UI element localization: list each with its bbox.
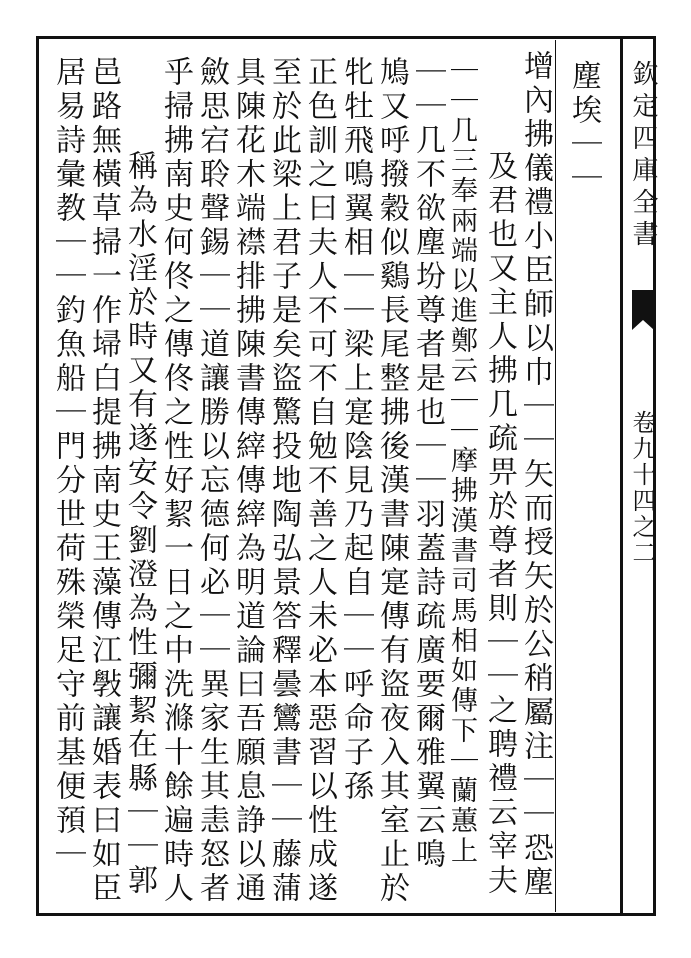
column-divider: [555, 40, 556, 912]
text-column-2: 增內拂儀禮小臣師以巾｜｜矢而授矢於公稍屬注｜｜恐塵: [518, 50, 553, 900]
text-column-9: 至於此梁上君子是矣盜驚投地陶弘景答釋曇鸞書｜｜藤蒲: [266, 56, 301, 906]
text-column-1: 塵埃｜｜: [566, 60, 601, 196]
text-column-14: 邑路無橫草掃一作埽白提拂南史王藻傳江斅讓婚表曰如臣: [86, 56, 121, 906]
text-column-8: 正色訓之曰夫人不可不自勉不善之人未必本惡習以性成遂: [302, 56, 337, 906]
margin-book-title: 欽定四庫全書: [628, 60, 658, 252]
text-column-3: 及君也又主人拂几疏畀於尊者則｜｜之聘禮云宰夫: [482, 150, 517, 898]
text-column-5: ｜｜几不欲塵坋尊者是也｜｜羽蓋詩疏廣要爾雅翼云鳴: [410, 56, 445, 872]
text-column-11: 斂思宕聆聲錫｜｜道讓勝以忘德何必｜｜異家生其恚怒者: [194, 56, 229, 906]
text-column-15: 居易詩彙教｜｜釣魚船｜門分世荷殊榮足守前基便預｜: [50, 56, 85, 872]
text-column-13: 稱為水淫於時又有遂安令劉澄為性彌絜在縣｜｜郭: [122, 150, 157, 898]
margin-volume-label: 卷九十四之二: [628, 410, 656, 566]
text-column-10: 具陳花木端襟排拂陳書傳縡傳縡為明道論曰吾願息諍以通: [230, 56, 265, 906]
fish-tail-mark-icon: [632, 290, 654, 320]
text-column-12: 乎掃拂南史何佟之傳佟之性好絜一日之中洗滌十餘遍時人: [158, 56, 193, 906]
text-column-7: 牝牡飛鳴翼相｜｜梁上寔陰見乃起自｜｜呼命子孫: [338, 56, 373, 804]
margin-divider-line: [620, 36, 623, 916]
text-column-6: 鳩又呼撥穀似鷄長尾整拂後漢書陳寔傳有盜夜入其室止於: [374, 56, 409, 906]
text-column-4: ｜｜几三奉兩端以進鄭云｜｜摩拂漢書司馬相如傳下｜蘭蕙上: [446, 56, 477, 866]
